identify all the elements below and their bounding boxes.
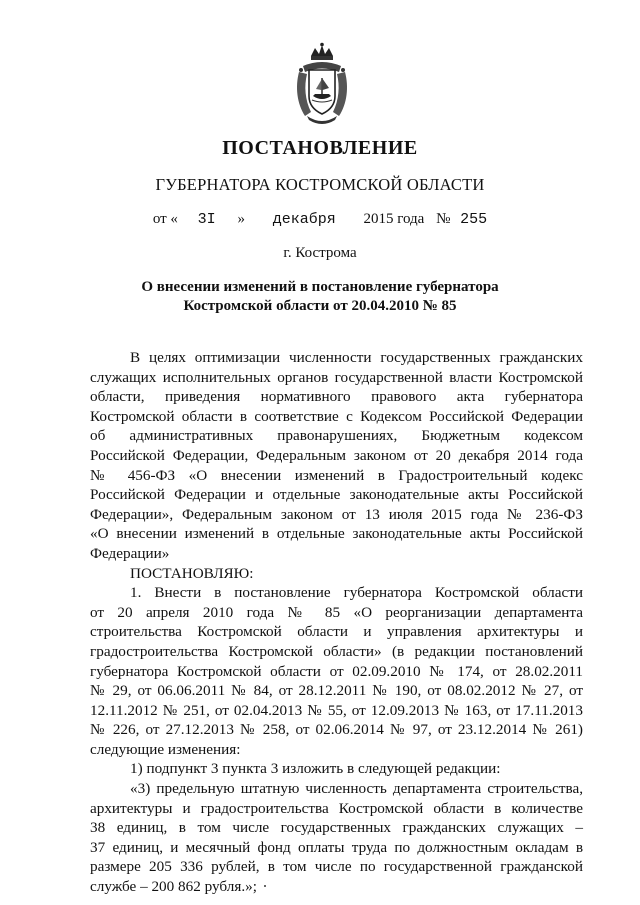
document-number: 255 [460,211,488,228]
document-issuer: ГУБЕРНАТОРА КОСТРОМСКОЙ ОБЛАСТИ [155,175,485,194]
document-heading [0,278,640,316]
document-title: ПОСТАНОВЛЕНИЕ [222,137,418,159]
text-line: № 226, от 27.12.2013 № 258, от 02.06.2014 № 97, от 23.12.2014 № 261) [90,721,583,739]
text-line: 12.11.2012 № 251, от 02.04.2013 № 55, от 12.09.2013 № 163, от 17.11.2013 [90,701,583,719]
text-line: размере 205 336 рублей, в том числе по государственной гражданской [90,858,583,876]
text-line: «3) предельную штатную численность департамента строительства, [130,780,583,798]
text-line: Федерации» [90,544,170,562]
date-month: декабря [272,211,336,228]
date-prefix: от « [152,211,178,227]
text-line: службе – 200 862 рубля.»; [90,878,257,896]
text-line: 1. Внести в постановление губернатора Костромской области [130,584,583,602]
date-day: 3I [197,211,216,228]
date-close: » [237,211,245,227]
text-line: архитектуры и градостроительства Костромской области в количестве [90,799,583,817]
text-line: от 20 апреля 2010 года № 85 «О реорганизации департамента [90,603,583,621]
heading-line: Костромской области от 20.04.2010 № 85 [183,298,457,314]
text-line: Костромской области в соответствие с Кодексом Российской Федерации [90,407,583,425]
item-1-paragraph [90,583,583,759]
scan-speck [264,885,266,887]
text-line: № 456-ФЗ «О внесении изменений в Градостроительный кодекс [90,466,583,484]
text-line: Российской Федерации и отдельные законодательные акты Российской [90,486,583,504]
preamble-paragraph [90,348,583,564]
subitem-1: 1) подпункт 3 пункта 3 изложить в следующей редакции: [130,760,501,778]
text-line: области, приведения нормативного правового акта губернатора [90,388,583,406]
quoted-amendment [90,779,583,897]
text-line: губернатора Костромской области от 02.09.2010 № 174, от 28.02.2011 [90,662,583,680]
text-line: 37 единиц, и месячный фонд оплаты труда по должностным окладам в [90,838,583,856]
text-line: служащих исполнительных органов государственной власти Костромской [90,368,583,386]
text-line: «О внесении изменений в отдельные законодательные акты Российской [90,525,583,543]
number-sign: № [436,211,451,227]
text-line: Российской Федерации, Федеральным законом от 20 декабря 2014 года [90,446,583,464]
text-line: строительства Костромской области и управления архитектуры и [90,623,583,641]
text-line: градостроительства Костромской области» (в редакции постановлений [90,642,583,660]
text-line: № 29, от 06.06.2011 № 84, от 28.12.2011 № 190, от 08.02.2012 № 27, от [90,682,583,700]
text-line: следующие изменения: [90,740,241,758]
date-line [0,211,640,228]
text-line: 38 единиц, в том числе государственных гражданских служащих – [90,819,583,837]
city: г. Кострома [283,245,357,261]
text-line: об административных правонарушениях, Бюджетным кодексом [90,427,583,445]
date-year: 2015 года [363,211,425,227]
document-body [90,348,583,897]
heading-line: О внесении изменений в постановление губернатора [141,279,499,295]
coat-of-arms-emblem [293,42,351,126]
text-line: Федерации», Федеральным законом от 13 июля 2015 года № 236-ФЗ [90,505,583,523]
text-line: В целях оптимизации численности государственных гражданских [130,349,583,366]
decree-word: ПОСТАНОВЛЯЮ: [130,564,254,582]
